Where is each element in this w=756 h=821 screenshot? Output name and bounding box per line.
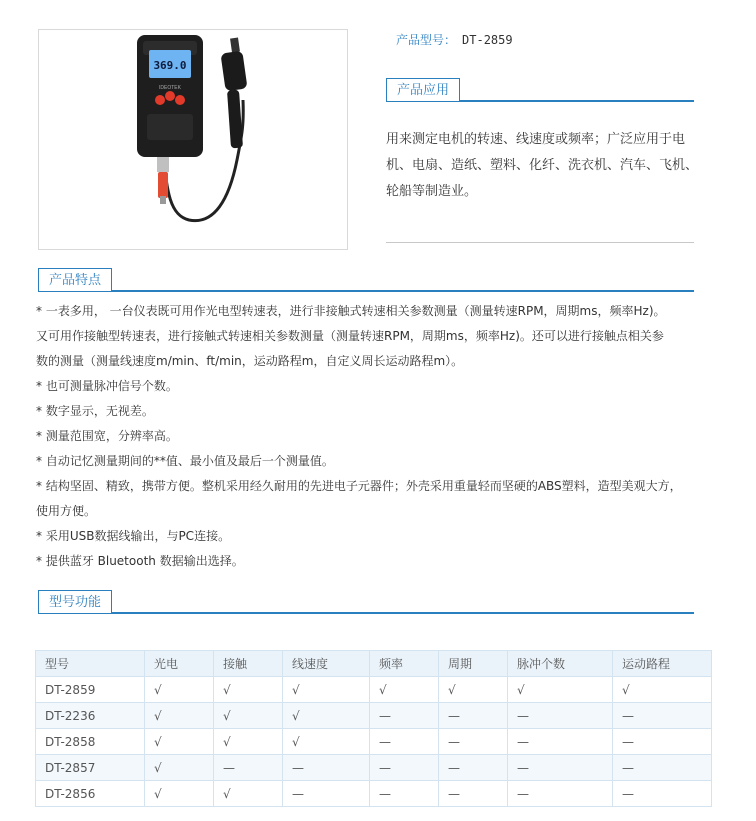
table-cell: √ <box>283 729 370 755</box>
table-header-cell: 光电 <box>145 651 214 677</box>
table-row <box>36 729 712 755</box>
table-cell: DT-2856 <box>36 781 145 807</box>
features-text <box>36 299 748 574</box>
table-row <box>36 755 712 781</box>
application-line: 轮船等制造业。 <box>386 184 478 199</box>
connector-icon <box>157 156 169 172</box>
application-text <box>386 127 706 205</box>
table-row <box>36 781 712 807</box>
application-divider <box>386 242 694 243</box>
table-cell: √ <box>145 703 214 729</box>
table-header-cell: 脉冲个数 <box>508 651 613 677</box>
table-cell: — <box>439 703 508 729</box>
table-cell: √ <box>214 677 283 703</box>
table-cell: √ <box>145 781 214 807</box>
feature-line: * 也可测量脉冲信号个数。 <box>36 379 178 393</box>
feature-line: 数的测量（测量线速度m/min、ft/min，运动路程m，自定义周长运动路程m）。 <box>36 354 464 368</box>
table-cell: — <box>370 729 439 755</box>
table-cell: — <box>439 755 508 781</box>
table-row <box>36 703 712 729</box>
feature-line: * 数字显示，无视差。 <box>36 404 154 418</box>
features-header-line <box>38 290 694 292</box>
model-label: 产品型号： <box>396 33 457 47</box>
table-cell: — <box>439 729 508 755</box>
table-cell: — <box>370 703 439 729</box>
table-header-cell: 型号 <box>36 651 145 677</box>
table-cell: √ <box>145 677 214 703</box>
table-row <box>36 677 712 703</box>
table-cell: √ <box>439 677 508 703</box>
functions-header-line <box>38 612 694 614</box>
feature-line: 使用方便。 <box>36 504 97 518</box>
table-header-cell: 线速度 <box>283 651 370 677</box>
table-header-cell: 频率 <box>370 651 439 677</box>
application-header <box>386 78 694 102</box>
table-header-cell: 接触 <box>214 651 283 677</box>
table-cell: — <box>613 729 712 755</box>
features-tab: 产品特点 <box>38 268 112 291</box>
table-cell: — <box>508 781 613 807</box>
model-line <box>396 31 513 48</box>
table-cell: √ <box>370 677 439 703</box>
table-cell: — <box>613 755 712 781</box>
tachometer-image <box>39 30 347 249</box>
table-cell: — <box>283 781 370 807</box>
table-cell: — <box>370 755 439 781</box>
application-line: 用来测定电机的转速、线速度或频率；广泛应用于电 <box>386 132 686 147</box>
table-cell: √ <box>214 781 283 807</box>
table-cell: — <box>613 703 712 729</box>
table-cell: √ <box>145 755 214 781</box>
model-value: DT-2859 <box>462 33 513 47</box>
table-cell: √ <box>613 677 712 703</box>
table-cell: √ <box>508 677 613 703</box>
functions-header <box>38 590 694 614</box>
feature-line: * 一表多用， 一台仪表既可用作光电型转速表，进行非接触式转速相关参数测量（测量转速RPM，周期ms，频率Hz)。 <box>36 304 666 318</box>
application-tab: 产品应用 <box>386 78 460 101</box>
table-cell: — <box>508 703 613 729</box>
table-header-cell: 运动路程 <box>613 651 712 677</box>
table-header-cell: 周期 <box>439 651 508 677</box>
table-cell: √ <box>283 677 370 703</box>
feature-line: * 提供蓝牙 Bluetooth 数据输出选择。 <box>36 554 244 568</box>
feature-line: * 结构坚固、精致，携带方便。整机采用经久耐用的先进电子元器件；外壳采用重量轻而坚硬的ABS塑料，造型美观大方， <box>36 479 682 493</box>
device-brand: IDEOTEK <box>159 85 181 91</box>
table-cell: DT-2236 <box>36 703 145 729</box>
table-cell: — <box>613 781 712 807</box>
table-cell: — <box>508 729 613 755</box>
product-image <box>38 29 348 250</box>
table-cell: √ <box>214 703 283 729</box>
table-cell: DT-2858 <box>36 729 145 755</box>
table-cell: — <box>214 755 283 781</box>
functions-tab: 型号功能 <box>38 590 112 613</box>
functions-table <box>35 650 712 807</box>
table-cell: √ <box>214 729 283 755</box>
table-cell: — <box>283 755 370 781</box>
device-screen-value: 369.0 <box>153 59 187 72</box>
table-cell: — <box>370 781 439 807</box>
feature-line: * 测量范围宽，分辨率高。 <box>36 429 178 443</box>
table-header-row <box>36 651 712 677</box>
table-cell: √ <box>283 703 370 729</box>
table-cell: — <box>508 755 613 781</box>
table-cell: DT-2857 <box>36 755 145 781</box>
table-cell: DT-2859 <box>36 677 145 703</box>
table-cell: √ <box>145 729 214 755</box>
feature-line: * 采用USB数据线输出，与PC连接。 <box>36 529 231 543</box>
features-header <box>38 268 694 292</box>
feature-line: * 自动记忆测量期间的**值、最小值及最后一个测量值。 <box>36 454 334 468</box>
application-line: 机、电扇、造纸、塑料、化纤、洗衣机、汽车、飞机、 <box>386 158 699 173</box>
table-cell: — <box>439 781 508 807</box>
feature-line: 又可用作接触型转速表，进行接触式转速相关参数测量（测量转速RPM，周期ms，频率Hz)。还可以进行接触点相关参 <box>36 329 664 343</box>
